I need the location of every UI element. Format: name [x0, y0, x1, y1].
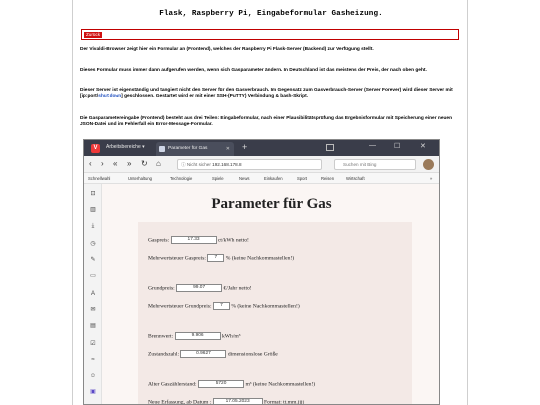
new-tab-icon[interactable]: + [242, 142, 248, 152]
brennwert-input[interactable]: 9.906 [175, 332, 221, 340]
paragraph-parts: Die Gasparametereingabe (Frontend) besteht aus drei Teilen: Eingabeformular, nach einer Plausibilitätsprüfung das Ergebnisformular mit Speicherung einer neuen JSON-Datei und im Fehlerfall ein Error-Message-Formular. [80, 116, 453, 128]
grundpreis-label: Grundpreis: [148, 285, 175, 292]
home-icon[interactable]: ⌂ [156, 159, 161, 168]
zustandszahl-unit: dimensionslose Größe [227, 351, 278, 358]
mwst-gas-label: Mehrwertsteuer Gaspreis: [148, 255, 206, 262]
gaspreis-label: Gaspreis: [148, 237, 170, 244]
history-icon[interactable]: ◷ [90, 241, 96, 247]
bookmark-item[interactable]: Schnellwahl [88, 175, 111, 181]
workspaces-label: Arbeitsbereiche [106, 144, 141, 150]
notes-icon[interactable]: ✎ [90, 257, 96, 263]
row-erfassung [148, 398, 304, 405]
vivaldi-logo-icon[interactable]: V [91, 144, 100, 153]
zaehlerstand-unit: m³ (keine Nachkommastellen!) [245, 381, 316, 388]
close-window-icon[interactable]: ✕ [420, 143, 426, 150]
mwst-gas-input[interactable]: 7 [207, 254, 224, 262]
gas-parameter-form [138, 222, 412, 405]
translate-icon[interactable]: A [90, 291, 95, 297]
security-indicator: ⓘ Nicht sicher [181, 162, 211, 167]
gaspreis-unit: ct/kWh netto! [217, 237, 249, 244]
row-grundpreis [148, 284, 252, 292]
url-field[interactable] [177, 159, 322, 170]
reading-list-icon[interactable]: ▥ [90, 207, 96, 213]
browser-titlebar [84, 140, 440, 156]
bookmark-item[interactable]: Spiele [212, 175, 224, 181]
bookmark-item[interactable]: News [239, 175, 250, 181]
erfassung-unit: Format: tt.mm.jjjj [264, 399, 304, 405]
bookmark-item[interactable]: Technologie [170, 175, 193, 181]
browser-tab[interactable] [156, 142, 234, 156]
row-gaspreis [148, 236, 249, 244]
zustandszahl-label: Zustandszahl: [148, 351, 180, 358]
avatar[interactable] [423, 159, 434, 170]
brennwert-label: Brennwert: [148, 333, 174, 340]
tab-label: Parameter für Gas [168, 146, 208, 151]
paragraph-frontend: Der Vivaldi-Browser zeigt hier ein Formular an (Frontend), welches der Raspberry Pi Flask-Server (Backend) zur Verfügung stellt. [80, 47, 374, 52]
zaehlerstand-input[interactable]: 5720 [198, 380, 244, 388]
bookmarks-more-icon[interactable]: » [430, 175, 433, 181]
browser-sidebar [84, 184, 102, 405]
window-panel-icon[interactable]: ▭ [90, 273, 96, 279]
mwst-grund-unit: % (keine Nachkommastellen!) [231, 303, 300, 310]
shutdown-code: shutdown [98, 94, 122, 100]
calendar-icon[interactable]: ▤ [90, 323, 96, 329]
brennwert-unit: kWh/m³ [221, 333, 241, 340]
paragraph-server-text-b: ] geschlossen. Gestartet wird er mit einer SSH-(PuTTY) Verbindung & bash-Skript. [121, 94, 309, 100]
back-bar [81, 29, 459, 40]
mwst-grund-input[interactable]: 7 [213, 302, 230, 310]
paragraph-server [80, 88, 464, 101]
row-zaehlerstand [148, 380, 315, 388]
page-icon [159, 146, 165, 152]
row-mwst-gas [148, 254, 294, 262]
rewind-icon[interactable]: « [113, 159, 118, 168]
grundpreis-unit: €/Jahr netto! [223, 285, 252, 292]
tab-tiling-icon[interactable] [326, 144, 334, 151]
search-input[interactable]: Suchen mit Bing [334, 159, 416, 170]
maximize-icon[interactable]: ☐ [394, 143, 401, 150]
mastodon-icon[interactable]: ▣ [90, 389, 96, 395]
mwst-grund-label: Mehrwertsteuer Grundpreis: [148, 303, 212, 310]
reload-icon[interactable]: ↻ [141, 159, 148, 168]
browser-content [102, 184, 440, 405]
paragraph-form-usage: Dieses Formular muss immer dann aufgerufen werden, wenn sich Gasparameter ändern. In Deutschland ist das meistens der Preis, der nach oben geht. [80, 68, 427, 73]
downloads-icon[interactable]: ⤓ [91, 223, 95, 229]
erfassung-input[interactable]: 17.05.2023 [213, 398, 263, 405]
zaehlerstand-label: Alter Gaszählerstand: [148, 381, 197, 388]
erfassung-label: Neue Erfassung, ab Datum : [148, 399, 212, 405]
forward-icon[interactable]: › [101, 159, 104, 168]
url-text: 192.168.178.8 [212, 162, 242, 167]
minimize-icon[interactable]: — [369, 142, 376, 149]
page-title: Flask, Raspberry Pi, Eingabeformular Gasheizung. [159, 10, 383, 18]
fast-forward-icon[interactable]: » [127, 159, 132, 168]
row-zustandszahl [148, 350, 278, 358]
bookmark-item[interactable]: Einkaufen [264, 175, 283, 181]
back-icon[interactable]: ‹ [89, 159, 92, 168]
back-button[interactable]: Zurück [86, 31, 101, 37]
mail-icon[interactable]: ✉ [90, 307, 96, 313]
tasks-icon[interactable]: ☑ [90, 341, 96, 347]
grundpreis-input[interactable]: 99.07 [176, 284, 222, 292]
bookmark-item[interactable]: Sport [297, 175, 308, 181]
mwst-gas-unit: % (keine Nachkommastellen!) [225, 255, 295, 262]
zustandszahl-input[interactable]: 0.9627 [180, 350, 226, 358]
bookmark-panel-icon[interactable]: ⊡ [90, 191, 96, 197]
row-brennwert [148, 332, 240, 340]
bookmark-item[interactable]: Reisen [321, 175, 335, 181]
bookmark-item[interactable]: Wirtschaft [346, 175, 365, 181]
row-mwst-grund [148, 302, 300, 310]
gaspreis-input[interactable]: 17.33 [171, 236, 217, 244]
contacts-icon[interactable]: ☺ [89, 373, 97, 379]
bookmark-item[interactable]: Unterhaltung [128, 175, 152, 181]
bookmarks-bar [84, 173, 440, 184]
tab-close-icon[interactable]: ✕ [225, 146, 230, 152]
form-heading: Parameter für Gas [211, 196, 332, 212]
workspaces-menu[interactable]: Arbeitsbereiche ▾ [106, 144, 145, 150]
browser-screenshot [83, 139, 440, 405]
paragraph-server-text-a: Dieser Server ist eigenständig und tangiert nicht den Server für den Gasverbrauch. Im Gegensatz zum Gasverbrauch-Server (Server Forever) wird dieser Server mit [ip:port/ [80, 88, 453, 100]
address-toolbar [84, 156, 440, 173]
feeds-icon[interactable]: ≈ [91, 357, 95, 363]
